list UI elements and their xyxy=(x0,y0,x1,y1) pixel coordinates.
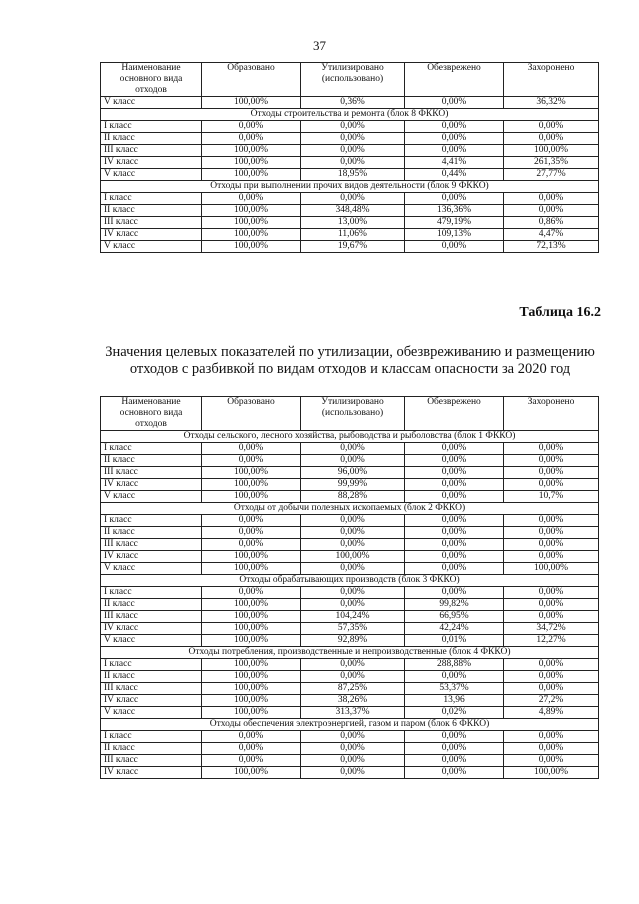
utilized-cell: 0,00% xyxy=(301,731,405,743)
table-row xyxy=(101,551,599,563)
formed-cell: 100,00% xyxy=(202,157,301,169)
table-row xyxy=(101,467,599,479)
table-row xyxy=(101,169,599,181)
utilized-cell: 0,00% xyxy=(301,443,405,455)
utilized-cell: 13,00% xyxy=(301,217,405,229)
class-cell: I класс xyxy=(101,193,202,205)
buried-cell: 0,00% xyxy=(504,443,599,455)
buried-cell: 34,72% xyxy=(504,623,599,635)
neutralized-cell: 0,01% xyxy=(405,635,504,647)
section-row xyxy=(101,431,599,443)
header-buried: Захоронено xyxy=(504,63,599,97)
table-row xyxy=(101,241,599,253)
header-buried: Захоронено xyxy=(504,397,599,431)
formed-cell: 0,00% xyxy=(202,539,301,551)
buried-cell: 0,00% xyxy=(504,611,599,623)
class-cell: V класс xyxy=(101,97,202,109)
table-row xyxy=(101,539,599,551)
utilized-cell: 348,48% xyxy=(301,205,405,217)
utilized-cell: 19,67% xyxy=(301,241,405,253)
formed-cell: 100,00% xyxy=(202,659,301,671)
utilized-cell: 0,36% xyxy=(301,97,405,109)
neutralized-cell: 13,96 xyxy=(405,695,504,707)
utilized-cell: 0,00% xyxy=(301,527,405,539)
formed-cell: 0,00% xyxy=(202,527,301,539)
buried-cell: 0,00% xyxy=(504,133,599,145)
utilized-cell: 313,37% xyxy=(301,707,405,719)
section-title: Отходы обрабатывающих производств (блок 3 ФККО) xyxy=(101,575,599,587)
buried-cell: 0,00% xyxy=(504,551,599,563)
neutralized-cell: 0,00% xyxy=(405,527,504,539)
neutralized-cell: 0,00% xyxy=(405,671,504,683)
buried-cell: 0,86% xyxy=(504,217,599,229)
formed-cell: 100,00% xyxy=(202,707,301,719)
class-cell: V класс xyxy=(101,707,202,719)
table-row xyxy=(101,599,599,611)
class-cell: II класс xyxy=(101,455,202,467)
table-row xyxy=(101,767,599,779)
page-number: 37 xyxy=(313,38,326,53)
class-cell: II класс xyxy=(101,133,202,145)
buried-cell: 0,00% xyxy=(504,479,599,491)
table-row xyxy=(101,527,599,539)
table-row xyxy=(101,623,599,635)
table-row xyxy=(101,635,599,647)
formed-cell: 0,00% xyxy=(202,121,301,133)
class-cell: III класс xyxy=(101,539,202,551)
class-cell: II класс xyxy=(101,527,202,539)
utilized-cell: 0,00% xyxy=(301,755,405,767)
formed-cell: 100,00% xyxy=(202,145,301,157)
formed-cell: 100,00% xyxy=(202,169,301,181)
formed-cell: 100,00% xyxy=(202,467,301,479)
header-formed: Образовано xyxy=(202,63,301,97)
buried-cell: 0,00% xyxy=(504,743,599,755)
buried-cell: 0,00% xyxy=(504,467,599,479)
table-title: Значения целевых показателей по утилизации, обезвреживанию и размещению отходов с разбивкой по видам отходов и классам опасности за 2020 год xyxy=(105,344,595,377)
buried-cell: 72,13% xyxy=(504,241,599,253)
table-header-row xyxy=(101,397,599,431)
utilized-cell: 0,00% xyxy=(301,515,405,527)
section-row xyxy=(101,181,599,193)
neutralized-cell: 4,41% xyxy=(405,157,504,169)
class-cell: IV класс xyxy=(101,695,202,707)
utilized-cell: 0,00% xyxy=(301,455,405,467)
utilized-cell: 0,00% xyxy=(301,767,405,779)
formed-cell: 100,00% xyxy=(202,671,301,683)
buried-cell: 100,00% xyxy=(504,145,599,157)
utilized-cell: 0,00% xyxy=(301,539,405,551)
class-cell: II класс xyxy=(101,599,202,611)
header-name: Наименование основного вида отходов xyxy=(101,397,202,431)
table-row xyxy=(101,479,599,491)
buried-cell: 4,47% xyxy=(504,229,599,241)
neutralized-cell: 288,88% xyxy=(405,659,504,671)
section-row xyxy=(101,575,599,587)
utilized-cell: 104,24% xyxy=(301,611,405,623)
buried-cell: 10,7% xyxy=(504,491,599,503)
formed-cell: 100,00% xyxy=(202,229,301,241)
neutralized-cell: 0,00% xyxy=(405,479,504,491)
table-label: Таблица 16.2 xyxy=(519,305,601,320)
neutralized-cell: 0,00% xyxy=(405,515,504,527)
utilized-cell: 11,06% xyxy=(301,229,405,241)
utilized-cell: 0,00% xyxy=(301,659,405,671)
neutralized-cell: 42,24% xyxy=(405,623,504,635)
formed-cell: 100,00% xyxy=(202,695,301,707)
class-cell: I класс xyxy=(101,587,202,599)
table-row xyxy=(101,205,599,217)
buried-cell: 0,00% xyxy=(504,205,599,217)
formed-cell: 0,00% xyxy=(202,515,301,527)
formed-cell: 100,00% xyxy=(202,635,301,647)
neutralized-cell: 0,00% xyxy=(405,743,504,755)
class-cell: IV класс xyxy=(101,229,202,241)
header-utilized: Утилизировано (использовано) xyxy=(301,63,405,97)
utilized-cell: 100,00% xyxy=(301,551,405,563)
header-name: Наименование основного вида отходов xyxy=(101,63,202,97)
buried-cell: 0,00% xyxy=(504,515,599,527)
buried-cell: 12,27% xyxy=(504,635,599,647)
buried-cell: 27,77% xyxy=(504,169,599,181)
formed-cell: 0,00% xyxy=(202,133,301,145)
table-row xyxy=(101,707,599,719)
neutralized-cell: 0,00% xyxy=(405,731,504,743)
neutralized-cell: 0,00% xyxy=(405,755,504,767)
formed-cell: 100,00% xyxy=(202,563,301,575)
utilized-cell: 87,25% xyxy=(301,683,405,695)
neutralized-cell: 66,95% xyxy=(405,611,504,623)
formed-cell: 0,00% xyxy=(202,587,301,599)
section-title: Отходы от добычи полезных ископаемых (блок 2 ФККО) xyxy=(101,503,599,515)
class-cell: II класс xyxy=(101,743,202,755)
utilized-cell: 0,00% xyxy=(301,121,405,133)
section-row xyxy=(101,503,599,515)
class-cell: III класс xyxy=(101,611,202,623)
waste-table-continued xyxy=(100,62,599,253)
buried-cell: 0,00% xyxy=(504,121,599,133)
table-row xyxy=(101,97,599,109)
class-cell: IV класс xyxy=(101,767,202,779)
neutralized-cell: 0,00% xyxy=(405,455,504,467)
table-row xyxy=(101,193,599,205)
formed-cell: 100,00% xyxy=(202,611,301,623)
class-cell: III класс xyxy=(101,755,202,767)
header-neutralized: Обезврежено xyxy=(405,63,504,97)
neutralized-cell: 0,00% xyxy=(405,767,504,779)
class-cell: I класс xyxy=(101,515,202,527)
table-row xyxy=(101,491,599,503)
section-row xyxy=(101,109,599,121)
neutralized-cell: 0,00% xyxy=(405,551,504,563)
formed-cell: 100,00% xyxy=(202,97,301,109)
formed-cell: 100,00% xyxy=(202,205,301,217)
neutralized-cell: 0,00% xyxy=(405,467,504,479)
neutralized-cell: 0,00% xyxy=(405,587,504,599)
table-row xyxy=(101,755,599,767)
buried-cell: 0,00% xyxy=(504,539,599,551)
section-title: Отходы сельского, лесного хозяйства, рыбоводства и рыболовства (блок 1 ФККО) xyxy=(101,431,599,443)
buried-cell: 100,00% xyxy=(504,563,599,575)
table-row xyxy=(101,743,599,755)
section-row xyxy=(101,719,599,731)
neutralized-cell: 0,00% xyxy=(405,133,504,145)
table-row xyxy=(101,659,599,671)
formed-cell: 100,00% xyxy=(202,491,301,503)
table-row xyxy=(101,563,599,575)
neutralized-cell: 99,82% xyxy=(405,599,504,611)
table-row xyxy=(101,515,599,527)
table-row xyxy=(101,611,599,623)
table-row xyxy=(101,455,599,467)
neutralized-cell: 0,00% xyxy=(405,241,504,253)
table-row xyxy=(101,731,599,743)
buried-cell: 0,00% xyxy=(504,599,599,611)
utilized-cell: 0,00% xyxy=(301,193,405,205)
class-cell: I класс xyxy=(101,121,202,133)
buried-cell: 261,35% xyxy=(504,157,599,169)
table-row xyxy=(101,587,599,599)
class-cell: I класс xyxy=(101,659,202,671)
section-title: Отходы при выполнении прочих видов деятельности (блок 9 ФККО) xyxy=(101,181,599,193)
class-cell: V класс xyxy=(101,635,202,647)
formed-cell: 100,00% xyxy=(202,479,301,491)
buried-cell: 4,89% xyxy=(504,707,599,719)
table-row xyxy=(101,145,599,157)
section-title: Отходы строительства и ремонта (блок 8 ФККО) xyxy=(101,109,599,121)
buried-cell: 0,00% xyxy=(504,527,599,539)
utilized-cell: 0,00% xyxy=(301,599,405,611)
table-row xyxy=(101,671,599,683)
class-cell: III класс xyxy=(101,467,202,479)
table-row xyxy=(101,443,599,455)
utilized-cell: 0,00% xyxy=(301,145,405,157)
formed-cell: 0,00% xyxy=(202,743,301,755)
neutralized-cell: 0,00% xyxy=(405,97,504,109)
neutralized-cell: 136,36% xyxy=(405,205,504,217)
buried-cell: 0,00% xyxy=(504,671,599,683)
utilized-cell: 0,00% xyxy=(301,671,405,683)
utilized-cell: 18,95% xyxy=(301,169,405,181)
class-cell: V класс xyxy=(101,241,202,253)
buried-cell: 0,00% xyxy=(504,683,599,695)
table-row xyxy=(101,683,599,695)
formed-cell: 100,00% xyxy=(202,767,301,779)
class-cell: I класс xyxy=(101,443,202,455)
section-title: Отходы потребления, производственные и непроизводственные (блок 4 ФККО) xyxy=(101,647,599,659)
class-cell: IV класс xyxy=(101,623,202,635)
neutralized-cell: 0,00% xyxy=(405,563,504,575)
utilized-cell: 0,00% xyxy=(301,587,405,599)
utilized-cell: 96,00% xyxy=(301,467,405,479)
table-header-row xyxy=(101,63,599,97)
formed-cell: 0,00% xyxy=(202,731,301,743)
neutralized-cell: 0,00% xyxy=(405,121,504,133)
utilized-cell: 0,00% xyxy=(301,743,405,755)
formed-cell: 100,00% xyxy=(202,599,301,611)
formed-cell: 100,00% xyxy=(202,623,301,635)
buried-cell: 100,00% xyxy=(504,767,599,779)
neutralized-cell: 0,44% xyxy=(405,169,504,181)
utilized-cell: 88,28% xyxy=(301,491,405,503)
formed-cell: 100,00% xyxy=(202,241,301,253)
section-row xyxy=(101,647,599,659)
utilized-cell: 38,26% xyxy=(301,695,405,707)
utilized-cell: 0,00% xyxy=(301,157,405,169)
class-cell: III класс xyxy=(101,217,202,229)
utilized-cell: 0,00% xyxy=(301,563,405,575)
class-cell: V класс xyxy=(101,563,202,575)
neutralized-cell: 109,13% xyxy=(405,229,504,241)
formed-cell: 100,00% xyxy=(202,551,301,563)
class-cell: IV класс xyxy=(101,479,202,491)
neutralized-cell: 0,00% xyxy=(405,193,504,205)
formed-cell: 0,00% xyxy=(202,443,301,455)
buried-cell: 0,00% xyxy=(504,659,599,671)
neutralized-cell: 479,19% xyxy=(405,217,504,229)
utilized-cell: 0,00% xyxy=(301,133,405,145)
buried-cell: 0,00% xyxy=(504,731,599,743)
formed-cell: 100,00% xyxy=(202,217,301,229)
table-row xyxy=(101,133,599,145)
buried-cell: 0,00% xyxy=(504,193,599,205)
utilized-cell: 99,99% xyxy=(301,479,405,491)
formed-cell: 0,00% xyxy=(202,755,301,767)
waste-table-2020 xyxy=(100,396,599,779)
neutralized-cell: 0,02% xyxy=(405,707,504,719)
neutralized-cell: 0,00% xyxy=(405,145,504,157)
section-title: Отходы обеспечения электроэнергией, газом и паром (блок 6 ФККО) xyxy=(101,719,599,731)
formed-cell: 0,00% xyxy=(202,455,301,467)
class-cell: I класс xyxy=(101,731,202,743)
class-cell: V класс xyxy=(101,491,202,503)
buried-cell: 0,00% xyxy=(504,755,599,767)
utilized-cell: 57,35% xyxy=(301,623,405,635)
buried-cell: 0,00% xyxy=(504,455,599,467)
neutralized-cell: 53,37% xyxy=(405,683,504,695)
table-row xyxy=(101,229,599,241)
buried-cell: 27,2% xyxy=(504,695,599,707)
neutralized-cell: 0,00% xyxy=(405,443,504,455)
neutralized-cell: 0,00% xyxy=(405,539,504,551)
neutralized-cell: 0,00% xyxy=(405,491,504,503)
formed-cell: 0,00% xyxy=(202,193,301,205)
header-utilized: Утилизировано (использовано) xyxy=(301,397,405,431)
class-cell: III класс xyxy=(101,683,202,695)
buried-cell: 36,32% xyxy=(504,97,599,109)
class-cell: IV класс xyxy=(101,551,202,563)
utilized-cell: 92,89% xyxy=(301,635,405,647)
class-cell: V класс xyxy=(101,169,202,181)
class-cell: III класс xyxy=(101,145,202,157)
class-cell: II класс xyxy=(101,205,202,217)
class-cell: II класс xyxy=(101,671,202,683)
header-formed: Образовано xyxy=(202,397,301,431)
buried-cell: 0,00% xyxy=(504,587,599,599)
table-row xyxy=(101,121,599,133)
formed-cell: 100,00% xyxy=(202,683,301,695)
table-row xyxy=(101,695,599,707)
table-row xyxy=(101,217,599,229)
header-neutralized: Обезврежено xyxy=(405,397,504,431)
table-row xyxy=(101,157,599,169)
class-cell: IV класс xyxy=(101,157,202,169)
